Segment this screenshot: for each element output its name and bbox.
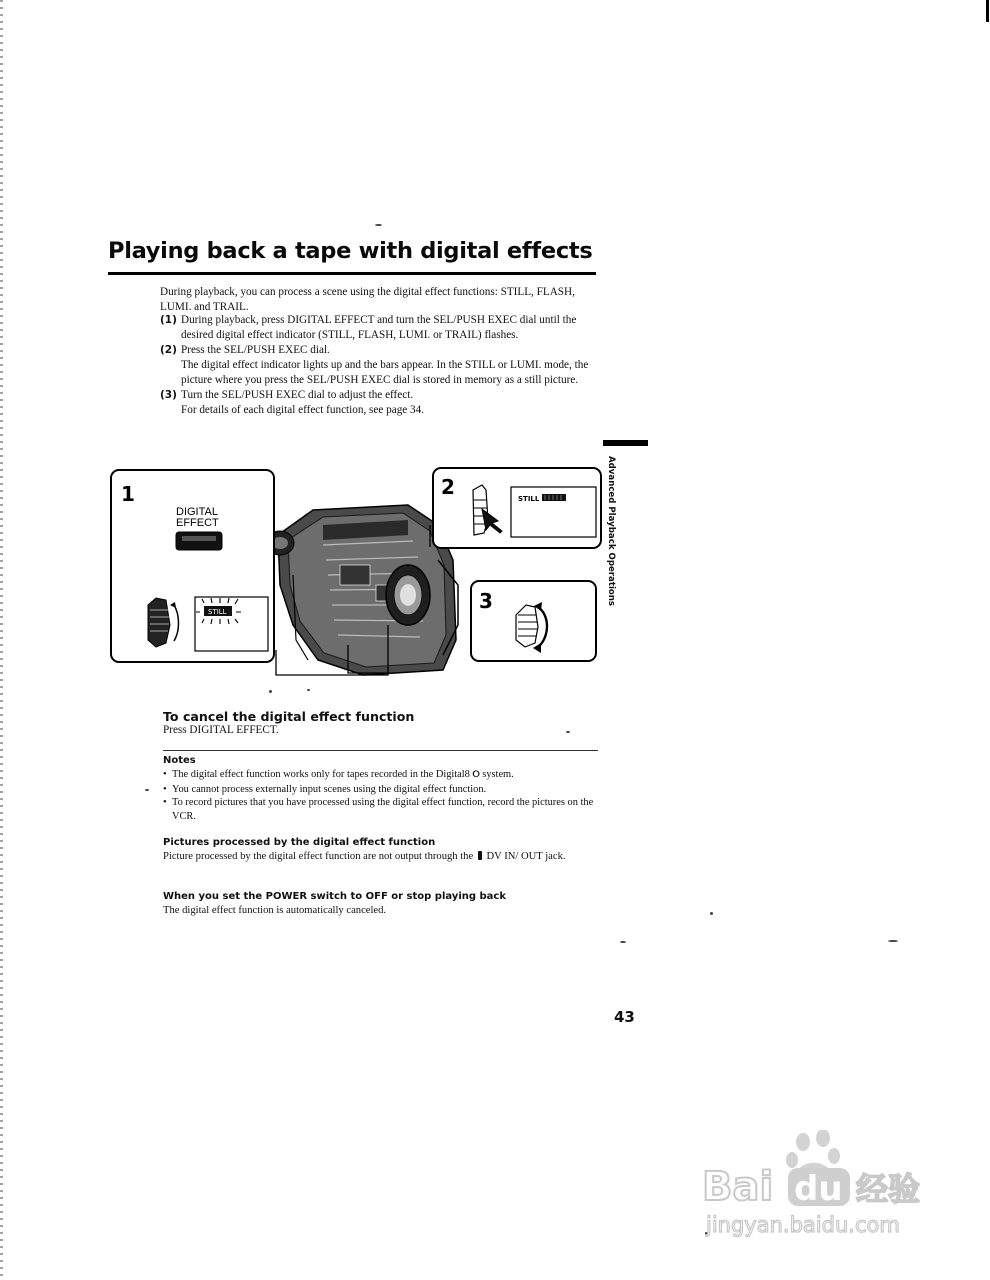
scan-speck (888, 940, 898, 942)
panel-2 (433, 468, 601, 548)
panel-1 (111, 470, 274, 662)
scan-speck (269, 690, 272, 693)
notes-heading: Notes (163, 755, 196, 766)
scan-speck (620, 941, 626, 943)
step-item (160, 313, 605, 343)
power-text: The digital effect function is automatically canceled. (163, 905, 387, 916)
intro-paragraph: During playback, you can process a scene using the digital effect functions: STILL, FLASH, LUMI. and TRAIL. (160, 286, 575, 313)
scan-speck (566, 731, 570, 733)
scan-edge (0, 0, 3, 1280)
section-title: Playing back a tape with digital effects (108, 238, 593, 264)
step-item (160, 388, 605, 418)
step-note: The digital effect indicator lights up and the bars appear. In the STILL or LUMI. mode, the picture where you press the SEL/PUSH EXEC dial is stored in memory as a still picture. (181, 359, 589, 386)
step-text: Press the SEL/PUSH EXEC dial. (181, 344, 330, 356)
scan-speck (375, 224, 382, 226)
effect-bars-icon (542, 494, 566, 501)
digital-effect-label-line2: EFFECT (176, 517, 219, 529)
pictures-heading: Pictures processed by the digital effect function (163, 837, 436, 848)
cancel-text: Press DIGITAL EFFECT. (163, 724, 279, 736)
step-text: Turn the SEL/PUSH EXEC dial to adjust the effect. (181, 389, 414, 401)
note-text: The digital effect function works only for tapes recorded in the Digital8 (172, 769, 473, 780)
panel-3 (471, 581, 596, 661)
digital8-logo-icon: ⭘ (472, 770, 480, 780)
title-rule (108, 272, 596, 275)
notes-divider (163, 750, 598, 751)
pictures-text (163, 850, 603, 864)
baidu-watermark-svg (700, 1130, 950, 1245)
cancel-heading: To cancel the digital effect function (163, 709, 415, 724)
step-number: (1) (160, 314, 177, 326)
section-tab-label: Advanced Playback Operations (606, 456, 616, 607)
digital-effect-label-line1: DIGITAL (176, 506, 218, 518)
lcd-flash-indicator: STILL (208, 608, 227, 616)
note-item (163, 768, 603, 783)
section-tab-bar (603, 440, 648, 446)
note-item: • To record pictures that you have processed using the digital effect function, record the pictures on the VCR. (163, 796, 603, 823)
page-number: 43 (614, 1008, 635, 1026)
step-item (160, 343, 605, 388)
pictures-text-end: DV IN/ OUT jack. (483, 851, 566, 862)
step-text: During playback, press DIGITAL EFFECT and turn the SEL/PUSH EXEC dial until the desired digital effect indicator (STILL, FLASH, LUMI. or TRAIL) flashes. (181, 314, 577, 341)
note-text-tail: system. (479, 769, 514, 780)
lcd-still-indicator: STILL (518, 495, 540, 503)
camcorder-illustration (108, 465, 603, 690)
panel-2-number: 2 (441, 475, 455, 499)
dv-jack-icon (478, 851, 482, 860)
panel-1-number: 1 (121, 482, 135, 506)
step-number: (2) (160, 344, 177, 356)
watermark-du: du (794, 1169, 843, 1209)
watermark-bai: Bai (702, 1164, 774, 1210)
scan-speck (145, 789, 149, 791)
camcorder-drawing (266, 505, 458, 675)
scan-edge-mark (986, 0, 989, 22)
pictures-text-start: Picture processed by the digital effect function are not output through the (163, 851, 476, 862)
panel-3-number: 3 (479, 589, 493, 613)
watermark (700, 1130, 950, 1245)
power-heading: When you set the POWER switch to OFF or stop playing back (163, 891, 506, 902)
watermark-jingyan: 经验 (856, 1170, 921, 1208)
scan-speck (710, 912, 713, 915)
step-note: For details of each digital effect function, see page 34. (181, 404, 425, 416)
scan-speck (307, 689, 310, 691)
camcorder-figure-svg (108, 465, 603, 690)
watermark-url: jingyan.baidu.com (706, 1213, 900, 1237)
notes-list (163, 768, 603, 823)
steps-list (160, 313, 605, 418)
step-number: (3) (160, 389, 177, 401)
note-item: • You cannot process externally input scenes using the digital effect function. (163, 783, 603, 797)
lcd-screen-1 (195, 597, 268, 651)
